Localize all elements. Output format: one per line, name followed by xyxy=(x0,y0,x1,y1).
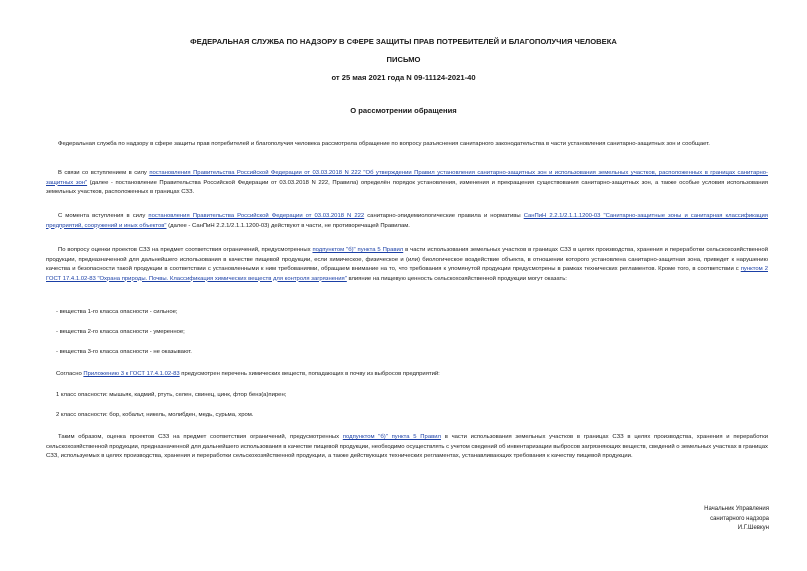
paragraph-3-text-c: (далее - СанПиН 2.2.1/2.1.1.1200-03) действуют в части, не противоречащей Правилам. xyxy=(166,222,410,229)
signature-block xyxy=(704,505,769,534)
link-prilozhenie-3-gost[interactable]: Приложению 3 к ГОСТ 17.4.1.02-83 xyxy=(83,371,180,377)
paragraph-4-text-a: По вопросу оценки проектов СЗЗ на предмет соответствия ограничений, предусмотренных xyxy=(58,247,313,253)
paragraph-3-text-a: С момента вступления в силу xyxy=(58,213,149,219)
paragraph-6 xyxy=(46,433,768,462)
paragraph-2-text-b: (далее - постановление Правительства Российской Федерации от 03.03.2018 N 222, Правила) определён порядок установления, изменения и прекращения существования санитарно-защитных зон, а также особые условия использования земельных участков, расположенных в границах СЗЗ. xyxy=(46,179,768,195)
paragraph-5-text-a: Согласно xyxy=(56,371,84,377)
paragraph-2-text-a: В связи со вступлением в силу xyxy=(58,170,150,176)
list-item-class-3: - вещества 3-го класса опасности - не оказывают. xyxy=(56,349,192,355)
paragraph-4 xyxy=(46,246,768,284)
paragraph-6-text-a: Таким образом, оценка проектов СЗЗ на предмет соответствия ограничений, предусмотренных xyxy=(58,434,343,440)
paragraph-5-text-b: предусмотрен перечень химических веществ, попадающих в почву из выбросов предприятий: xyxy=(179,371,440,377)
document-type: ПИСЬМО xyxy=(386,55,421,64)
paragraph-6-text-b: в части использования земельных участков в границах СЗЗ в целях производства, хранения и переработки сельскохозяйственной продукции, предназначенной для дальнейшего использования в качестве пищевой продукции, необходимо осуществлять с учетом сведений об инвентаризации выбросов загрязняющих веществ, сведений о земельных участках в границах СЗЗ, используемых в целях производства, хранения и переработки сельскохозяйственной продукции, а также действующих технических регламентах, устанавливающих требования к качеству пищевой продукции. xyxy=(46,434,768,459)
link-postanovlenie-222[interactable]: постановления Правительства Российской Федерации от 03.03.2018 N 222 xyxy=(148,213,365,219)
signature-position-line-2: санитарного надзора xyxy=(710,515,769,522)
agency-title: ФЕДЕРАЛЬНАЯ СЛУЖБА ПО НАДЗОРУ В СФЕРЕ ЗАЩИТЫ ПРАВ ПОТРЕБИТЕЛЕЙ И БЛАГОПОЛУЧИЯ ЧЕЛОВЕКА xyxy=(190,37,617,46)
document-date-number: от 25 мая 2021 года N 09-11124-2021-40 xyxy=(331,73,476,82)
paragraph-1: Федеральная служба по надзору в сфере защиты прав потребителей и благополучия человека рассмотрела обращение по вопросу разъяснения санитарного законодательства в части установления санитарно-защитных зон и сообщает. xyxy=(58,141,710,147)
link-postanovlenie-222-full[interactable]: постановления Правительства Российской Федерации от 03.03.2018 N 222 "Об утверждении Правил установления санитарно-защитных зон и использования земельных участков, расположенных в границах санитарно-защитных зон" xyxy=(46,170,769,186)
paragraph-2 xyxy=(46,169,768,198)
signature-name: И.Г.Шевкун xyxy=(737,525,769,531)
hazard-class-1-list: 1 класс опасности: мышьяк, кадмий, ртуть, селен, свинец, цинк, фтор бенз(а)пирен; xyxy=(56,392,287,398)
link-podpunkt-b-punkt-5[interactable]: подпунктом "б)" пункта 5 Правил xyxy=(312,247,404,253)
hazard-class-2-list: 2 класс опасности: бор, кобальт, никель, молибден, медь, сурьма, хром. xyxy=(56,412,254,418)
link-sanpin[interactable]: СанПиН 2.2.1/2.1.1.1200-03 "Санитарно-защитные зоны и санитарная классификация предприятий, сооружений и иных объектов" xyxy=(46,213,768,229)
link-podpunkt-b-punkt-5-second[interactable]: подпунктом "б)" пункта 5 Правил xyxy=(342,434,441,440)
link-gost-punkt-2[interactable]: пунктом 2 ГОСТ 17.4.1.02-83 "Охрана природы. Почвы. Классификация химических веществ для контроля загрязнения" xyxy=(46,266,768,282)
list-item-class-2: - вещества 2-го класса опасности - умеренное; xyxy=(56,329,185,335)
paragraph-5 xyxy=(56,370,778,380)
document-subject: О рассмотрении обращения xyxy=(350,106,457,115)
paragraph-3 xyxy=(46,212,768,231)
list-item-class-1: - вещества 1-го класса опасности - сильное; xyxy=(56,309,178,315)
paragraph-4-text-b: в части использования земельных участков в границах СЗЗ в целях производства, хранения и переработки сельскохозяйственной продукции, предназначенной для дальнейшего использования в качестве пищевой продукции, если химическое, физическое и (или) биологическое воздействие объекта, в отношении которого установлена санитарно-защитная зона, приведет к нарушению качества и безопасности такой продукции в соответствии с установленными к ним требованиями, обращаем внимание на то, что требования к упомянутой продукции предусмотрены в рамках технических регламентов. Кроме того, в соответствии с xyxy=(46,247,768,272)
paragraph-4-text-c: влияние на пищевую ценность сельскохозяйственной продукции могут оказать: xyxy=(346,275,567,282)
signature-position-line-1: Начальник Управления xyxy=(704,506,769,512)
paragraph-3-text-b: санитарно-эпидемиологические правила и нормативы xyxy=(364,213,524,219)
